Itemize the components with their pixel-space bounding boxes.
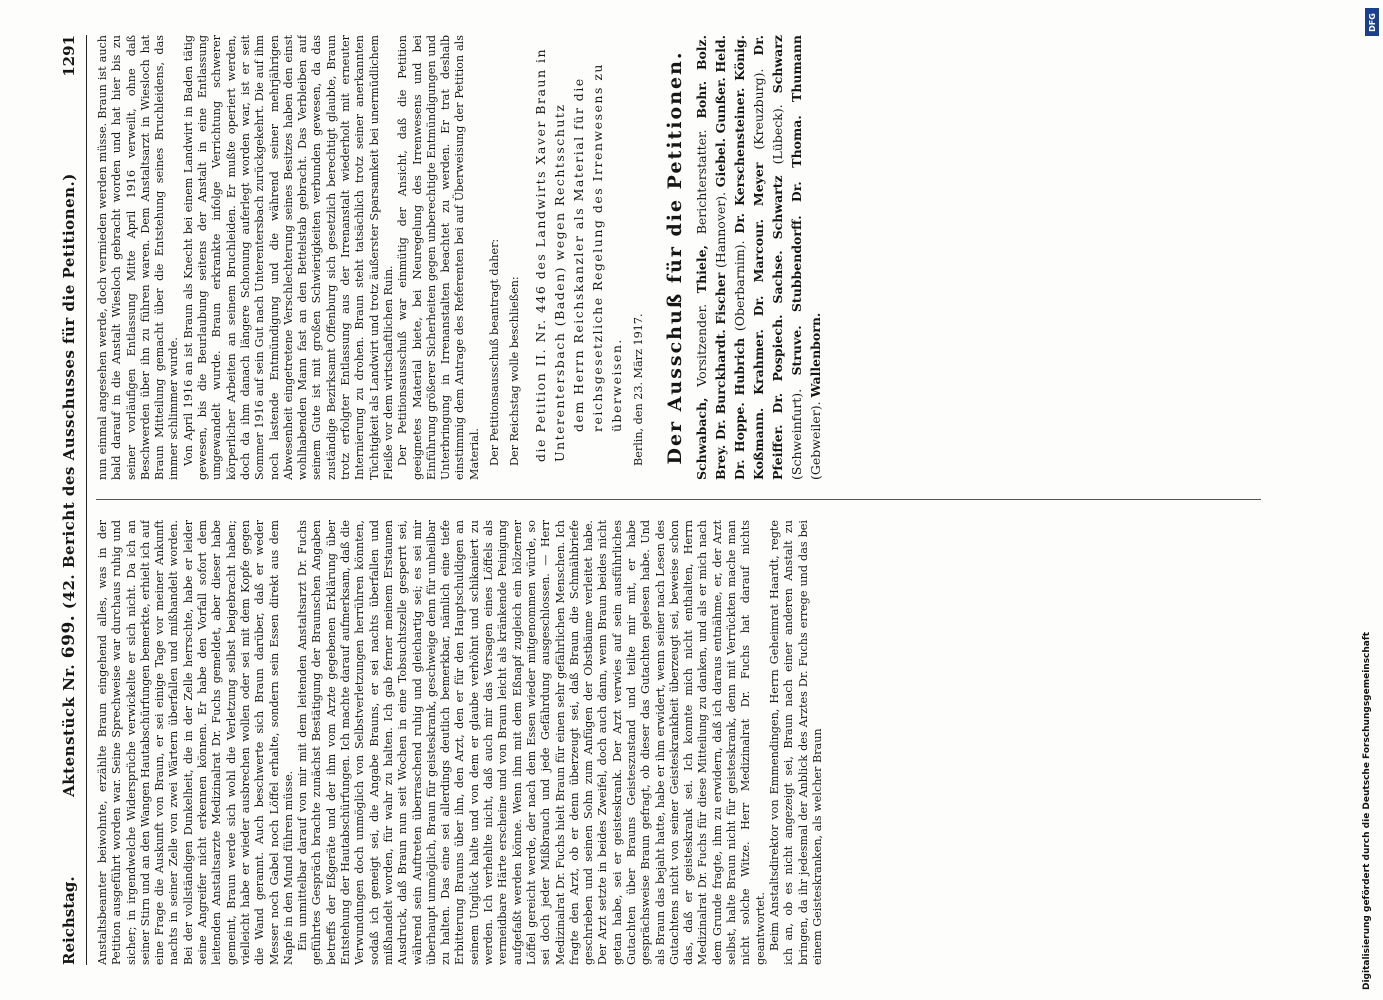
member-name: Bohr.: [694, 80, 710, 119]
member-name: Hubrich: [732, 337, 748, 396]
member-note: Berichterstatter.: [694, 129, 710, 246]
member-name: Dr. Pospiech.: [770, 314, 786, 414]
member-name: Dr. Pfeiffer.: [751, 35, 786, 480]
member-name: Thumann: [789, 35, 805, 102]
dfg-logo-icon: [1365, 8, 1379, 36]
left-paragraph: Beim Anstaltsdirektor von Emmendingen, Herrn Geheimrat Haardt, regte ich an, ob es nicht angezeigt sei, Braun nach einer anderen Anstalt zu bringen, da ihr jedesmal der Anblick des Arztes Dr. Fuchs errege und das bei einem Geisteskranken, als welcher Braun: [767, 520, 824, 965]
committee-members: [692, 35, 825, 480]
member-name: Schwartz: [770, 175, 786, 240]
member-note: Vorsitzender.: [694, 303, 710, 398]
member-name: Brey.: [713, 444, 729, 480]
right-column: [96, 35, 1261, 480]
member-name: Bolz.: [694, 35, 710, 71]
member-name: Sachse.: [770, 250, 786, 304]
member-name: Schwabach,: [694, 397, 710, 480]
logo-text: DFG: [1367, 12, 1377, 32]
member-name: König.: [732, 35, 748, 81]
member-name: Dr. Hoppe.: [732, 402, 748, 480]
member-note: (Kreuzburg).: [751, 68, 767, 163]
committee-title: Der Ausschuß für die Petitionen.: [663, 50, 686, 465]
member-name: Fischer: [713, 272, 729, 325]
left-paragraph: Ein unmittelbar darauf von mir mit dem leitenden Anstaltsarzt Dr. Fuchs geführtes Gespräch brachte zunächst Bestätigung der Braunschen Angaben betreffs der Eßgeräte und der ihm vom Arzte gegebenen Erklärung über Entstehung der Hautabschürfungen. Ich machte darauf aufmerksam, daß die Verwundungen doch unmöglich von Selbstverletzungen herrühren könnten, sodaß ich geneigt sei, die Angabe Brauns, er sei nachts überfallen und mißhandelt worden, für wahr zu halten. Ich gab ferner meinem Erstaunen Ausdruck, daß Braun nun seit Wochen in eine Tobsuchtszelle gesperrt sei, während sein Auftreten überraschend ruhig und gleichartig sei; es sei mir überhaupt unmöglich, Braun für geisteskrank, geschweige denn für unheilbar zu halten. Das eine sei allerdings deutlich bemerkbar, nämlich eine tiefe Erbitterung Brauns über ihn, den Arzt, den er für den Hauptschuldigen an seinem Unglück halte und von dem er glaube verhöhnt und schikaniert zu werden. Ich verhehlte nicht, daß auch mir das Versagen eines Löffels als vermeidbare Härte erscheine und von Braun leicht als kränkende Peinigung aufgefaßt werden könne. Wenn ihm mit dem Eßnapf zugleich ein hölzerner Löffel gereicht werde, der nach dem Essen wieder mitgenommen würde, so sei doch jeder Mißbrauch und jede Gefährdung ausgeschlossen. — Herr Medizinalrat Dr. Fuchs hielt Braun für einen sehr gefährlichen Menschen. Ich fragte den Arzt, ob er denn überzeugt sei, daß Braun die Schmähbriefe geschrieben und seinen Sohn zum Anfügen der Obstbäume verleitet habe. Der Arzt setzte in beides Zweifel, doch auch dann, wenn Braun beides nicht getan habe, sei er geisteskrank. Der Arzt verwies auf sein ausführliches Gutachten über Brauns Geisteszustand und teilte mir mit, er habe gesprächsweise Braun gefragt, ob dieser das Gutachten gelesen habe. Und als Braun das bejaht hatte, habe er ihm erwidert, wenn seiner nach Lesen des Gutachtens nicht von seiner Geisteskrankheit überzeugt sei, beweise schon das, daß er geisteskrank sei. Ich konnte mich nicht enthalten, Herrn Medizinalrat Dr. Fuchs für diese Mitteilung zu danken, und als er mich nach dem Grunde fragte, ihm zu erwidern, daß ich daraus entnähme, er, der Arzt selbst, halte Braun nicht für geisteskrank, denn mit Verrückten mache man nicht solche Witze. Herr Medizinalrat Dr. Fuchs hat darauf nichts geantwortet.: [296, 520, 767, 965]
right-paragraph: nun einmal angesehen werde, doch vermieden werden müsse. Braun ist auch bald darauf in die Anstalt Wiesloch gebracht worden und hat hier bis zu seiner vorläufigen Entlassung Mitte April 1916 verweilt, ohne daß Beschwerden über ihn zu führen waren. Dem Anstaltsarzt in Wiesloch hat Braun Mitteilung gemacht über die Entstehung seines Bruchleidens, das immer schlimmer wurde.: [96, 35, 181, 480]
resolution-line: dem Herrn Reichskanzler als Material für die reichsgesetzliche Regelung des Irrenwesens zu überweisen.: [570, 63, 624, 432]
member-note: (Schweinfurt).: [789, 388, 805, 480]
date-line: Berlin, den 23. März 1917.: [631, 313, 645, 466]
member-name: Schwarz: [770, 35, 786, 94]
header-title: [54, 95, 84, 875]
member-name: Giebel.: [713, 138, 729, 188]
header-prefix: Aktenstück Nr.: [60, 663, 78, 797]
left-paragraph: Anstaltsbeamter beiwohnte, erzählte Braun eingehend alles, was in der Petition ausgeführt worden war. Seine Sprechweise war durchaus ruhig und sicher; in irgendwelche Widersprüche verwickelte er sich nicht. Da ich an seiner Stirn und an den Wangen Hautabschürfungen bemerkte, erhielt ich auf eine Frage die Auskunft von Braun, er sei einige Tage vor meiner Ankunft nachts in seiner Zelle von zwei Wärtern überfallen und mißhandelt worden. Bei der vollständigen Dunkelheit, die in der Zelle herrschte, habe er leider seine Angreifer nicht erkennen können. Er habe den Vorfall sofort dem leitenden Anstaltsarzte Medizinalrat Dr. Fuchs gemeldet, aber dieser habe gemeint, Braun werde sich wohl die Verletzung selbst beigebracht haben; vielleicht habe er wieder ausbrechen wollen oder sei mit dem Kopfe gegen die Wand gerannt. Auch beschwerte sich Braun darüber, daß er weder Messer noch Gabel noch Löffel erhalte, sondern sein Essen direkt aus dem Napfe in den Mund führen müsse.: [96, 520, 295, 965]
column-divider: [96, 499, 1261, 500]
header-number: 699.: [59, 614, 79, 659]
member-name: Dr. Burckhardt.: [713, 329, 729, 441]
left-column: [96, 520, 1261, 965]
member-name: Thiele,: [694, 245, 710, 294]
page-number: 1291: [60, 35, 78, 77]
member-note: (Hannover).: [713, 191, 729, 273]
page-header: [52, 35, 87, 965]
member-name: Held.: [713, 35, 729, 73]
member-name: Gunßer.: [713, 77, 729, 134]
header-suffix: (42. Bericht des Ausschusses für die Petitionen.): [60, 173, 78, 610]
member-name: Meyer: [751, 162, 767, 207]
member-name: Stubbendorff.: [789, 215, 805, 313]
member-name: Dr. Marcour.: [751, 219, 767, 317]
header-left: Reichstag.: [60, 876, 78, 965]
member-note: (Oberbarnim).: [732, 240, 748, 338]
member-name: Wallenborn.: [808, 312, 824, 398]
member-note: (Gebweiler).: [808, 401, 824, 480]
resolution-text: [531, 35, 626, 462]
resolution-line: die Petition II. Nr. 446 des Landwirts Xaver Braun in Unterentersbach (Baden) wegen Rechtsschutz: [532, 47, 567, 462]
right-paragraph: Von April 1916 an ist Braun als Knecht bei einem Landwirt in Baden tätig gewesen, bis die Beurlaubung seitens der Anstalt in eine Entlassung umgewandelt wurde. Braun erkrankte infolge Verrichtung schwerer körperlicher Arbeiten an seinem Bruchleiden. Er mußte operiert werden, doch da ihm danach längere Schonung auferlegt worden war, ist er seit Sommer 1916 auf sein Gut nach Unterentersbach zurückgekehrt. Die auf ihm noch lastende Entmündigung und die während seiner mehrjährigen Abwesenheit eingetretene Verschlechterung seines Besitzes haben den einst wohlhabenden Mann fast an den Bettelstab gebracht. Das Verbleiben auf seinem Gute ist mit großen Schwierigkeiten verbunden gewesen, da das zuständige Bezirksamt Offenburg sich gesetzlich berechtigt glaubte, Braun trotz erfolgter Entlassung aus der Irrenanstalt wiederholt mit erneuter Internierung zu drohen. Braun steht tatsächlich trotz seiner anerkannten Tüchtigkeit als Landwirt und trotz äußerster Sparsamkeit bei unermüdlichem Fleiße vor dem wirtschaftlichen Ruin.: [181, 35, 395, 480]
member-name: Krahmer.: [751, 329, 767, 395]
proposal-line: Der Petitionsausschuß beantragt daher:: [488, 238, 502, 466]
member-note: (Lübeck).: [770, 104, 786, 176]
digitization-note: Digitalisierung gefördert durch die Deutsche Forschungsgemeinschaft: [1362, 631, 1372, 990]
member-name: Struve.: [789, 325, 805, 376]
rotated-document-page: [52, 35, 1267, 965]
member-name: Dr. Kerschensteiner.: [732, 87, 748, 234]
member-name: Koßmann.: [751, 407, 767, 480]
right-paragraph: Der Petitionsausschuß war einmütig der Ansicht, daß die Petition geeignetes Material biete, bei Neuregelung des Irrenwesens und bei Einführung größerer Sicherheiten gegen unberechtigte Entmündigungen und Unterbringung in Irrenanstalten beachtet zu werden. Er trat deshalb einstimmig dem Antrage des Referenten bei auf Überweisung der Petition als Material.: [396, 35, 481, 480]
resolution-intro: Der Reichstag wolle beschließen:: [508, 276, 522, 466]
member-name: Dr. Thoma.: [789, 115, 805, 203]
